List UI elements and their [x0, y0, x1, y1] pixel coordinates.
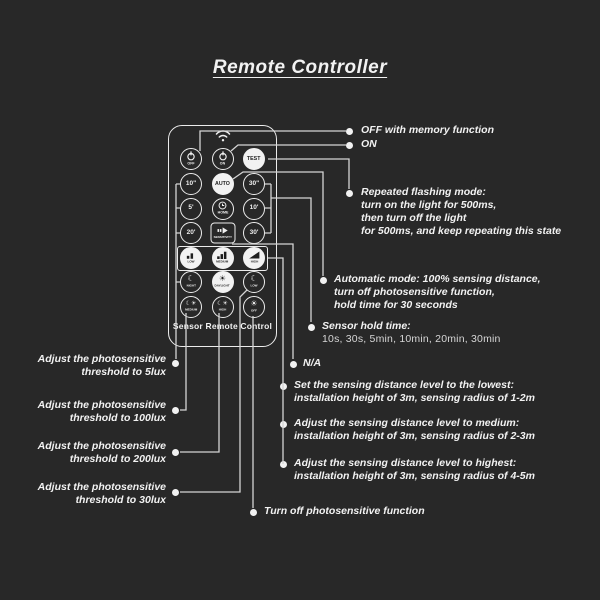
timer-10min-button [243, 198, 265, 220]
connector-dot [172, 449, 179, 456]
button-label: HIGH [218, 308, 227, 311]
button-label: 30' [249, 228, 259, 236]
sensitivity-low-button [180, 247, 202, 269]
power-icon [186, 151, 196, 161]
connector-dot [280, 421, 287, 428]
annotation-line: Adjust the photosensitive [37, 399, 166, 411]
annotation-line: hold time for 30 seconds [334, 299, 458, 311]
timer-30s-button [243, 173, 265, 195]
lux-night-button [180, 271, 202, 293]
moon-icon: ☾ [187, 274, 195, 283]
annotation-line: threshold to 30lux [75, 494, 166, 506]
annotation-line: ON [361, 138, 377, 150]
moon-sun-icon: ☾☀ [185, 300, 197, 307]
home-button [212, 198, 234, 220]
bars-low-icon [186, 251, 196, 259]
timer-5min-button [180, 198, 202, 220]
annotation-line: threshold to 200lux [69, 453, 166, 465]
annotation-line: N/A [303, 357, 322, 369]
annotation-not-applicable [303, 357, 321, 370]
lux-off-button [243, 296, 265, 318]
auto-button [212, 173, 234, 195]
page-title: Remote Controller [212, 57, 388, 78]
annotation-line: OFF with memory function [361, 124, 494, 136]
button-label: 10" [185, 179, 197, 187]
lux-high-button [212, 296, 234, 318]
fast-forward-icon [217, 226, 228, 234]
annotation-distance-highest [294, 457, 535, 483]
annotation-sensor-hold-time [322, 320, 501, 346]
annotation-repeated-flashing [361, 186, 561, 238]
annotation-threshold-5lux [4, 353, 166, 379]
connector-dot [290, 361, 297, 368]
button-label: HIGH [250, 260, 258, 264]
power-icon [218, 151, 228, 161]
bars-medium-icon [217, 251, 228, 259]
sensitivity-button [210, 223, 235, 244]
on-button [212, 148, 234, 170]
button-label: TEST [247, 156, 261, 162]
connector-dot [346, 128, 353, 135]
button-label: MEDIUM [216, 260, 229, 264]
connector-dot [308, 324, 315, 331]
annotation-line: Set the sensing distance level to the lowest: [294, 379, 514, 391]
annotation-threshold-30lux [4, 481, 166, 507]
connector-dot [172, 407, 179, 414]
test-button [243, 148, 265, 170]
sensitivity-medium-button [212, 247, 234, 269]
button-label: OFF [251, 309, 257, 312]
moon-sun-icon: ☾☀ [217, 300, 228, 307]
annotation-line: Adjust the sensing distance level to medium: [294, 417, 520, 429]
annotation-photosensitive-off [264, 505, 425, 518]
sun-icon: ☀ [250, 298, 258, 308]
annotation-line: Adjust the photosensitive [37, 481, 166, 493]
annotation-off-memory [361, 124, 494, 137]
annotation-line: Repeated flashing mode: [361, 186, 486, 198]
annotation-line: for 500ms, and keep repeating this state [361, 225, 562, 237]
connector-dot [250, 509, 257, 516]
connector-dot [346, 142, 353, 149]
button-label: 5' [188, 204, 194, 212]
annotation-line: Adjust the photosensitive [37, 440, 166, 452]
annotation-line: threshold to 100lux [69, 412, 166, 424]
annotation-line: Automatic mode: 100% sensing distance, [334, 273, 541, 285]
lux-daylight-button [212, 271, 234, 293]
annotation-distance-medium [294, 417, 535, 443]
annotation-threshold-100lux [4, 399, 166, 425]
annotation-on [361, 138, 377, 151]
button-label: MEDIUM [184, 308, 198, 311]
button-label: OFF [187, 162, 195, 166]
button-label: LOW [187, 260, 195, 264]
sun-icon: ☀ [218, 274, 227, 283]
button-label: ON [219, 162, 226, 166]
button-label: 30" [248, 179, 260, 187]
moon-icon: ☾ [250, 274, 258, 283]
connector-dot [172, 360, 179, 367]
wifi-icon [214, 129, 232, 147]
button-label: HOME [217, 211, 228, 215]
annotation-line: Adjust the photosensitive [37, 353, 166, 365]
ramp-high-icon [249, 251, 260, 259]
annotation-line: turn on the light for 500ms, [361, 199, 497, 211]
connector-dot [280, 461, 287, 468]
connector-dot [172, 489, 179, 496]
connector-dot [346, 190, 353, 197]
timer-20min-button [180, 222, 202, 244]
annotation-distance-lowest [294, 379, 535, 405]
annotation-line: installation height of 3m, sensing radius of 2-3m [294, 430, 535, 442]
button-label: 10' [249, 204, 259, 212]
button-label: LOW [250, 284, 258, 288]
button-label: DAYLIGHT [214, 284, 231, 288]
annotation-line: then turn off the light [361, 212, 467, 224]
annotation-automatic-mode [334, 273, 541, 312]
annotation-line: Adjust the sensing distance level to highest: [294, 457, 517, 469]
line-test [268, 159, 349, 189]
clock-icon [218, 201, 227, 210]
connector-dot [320, 277, 327, 284]
annotation-line: installation height of 3m, sensing radius of 1-2m [294, 392, 535, 404]
annotation-line: installation height of 3m, sensing radius of 4-5m [294, 470, 535, 482]
annotation-line: Sensor hold time: [322, 320, 411, 332]
lux-medium-button [180, 296, 202, 318]
button-label: SENSITIVITY [213, 235, 232, 239]
annotation-line: 10s, 30s, 5min, 10min, 20min, 30min [322, 333, 501, 345]
timer-10s-button [180, 173, 202, 195]
annotation-line: turn off photosensitive function, [334, 286, 495, 298]
button-label: 20' [186, 228, 196, 236]
button-label: NIGHT [186, 284, 196, 288]
connector-dot [280, 383, 287, 390]
timer-30min-button [243, 222, 265, 244]
remote-footer-label: Sensor Remote Control [172, 321, 273, 331]
sensitivity-high-button [243, 247, 265, 269]
lux-low-button [243, 271, 265, 293]
annotation-line: threshold to 5lux [81, 366, 166, 378]
annotation-threshold-200lux [4, 440, 166, 466]
off-button [180, 148, 202, 170]
annotation-line: Turn off photosensitive function [264, 505, 425, 517]
button-label: AUTO [215, 181, 230, 187]
